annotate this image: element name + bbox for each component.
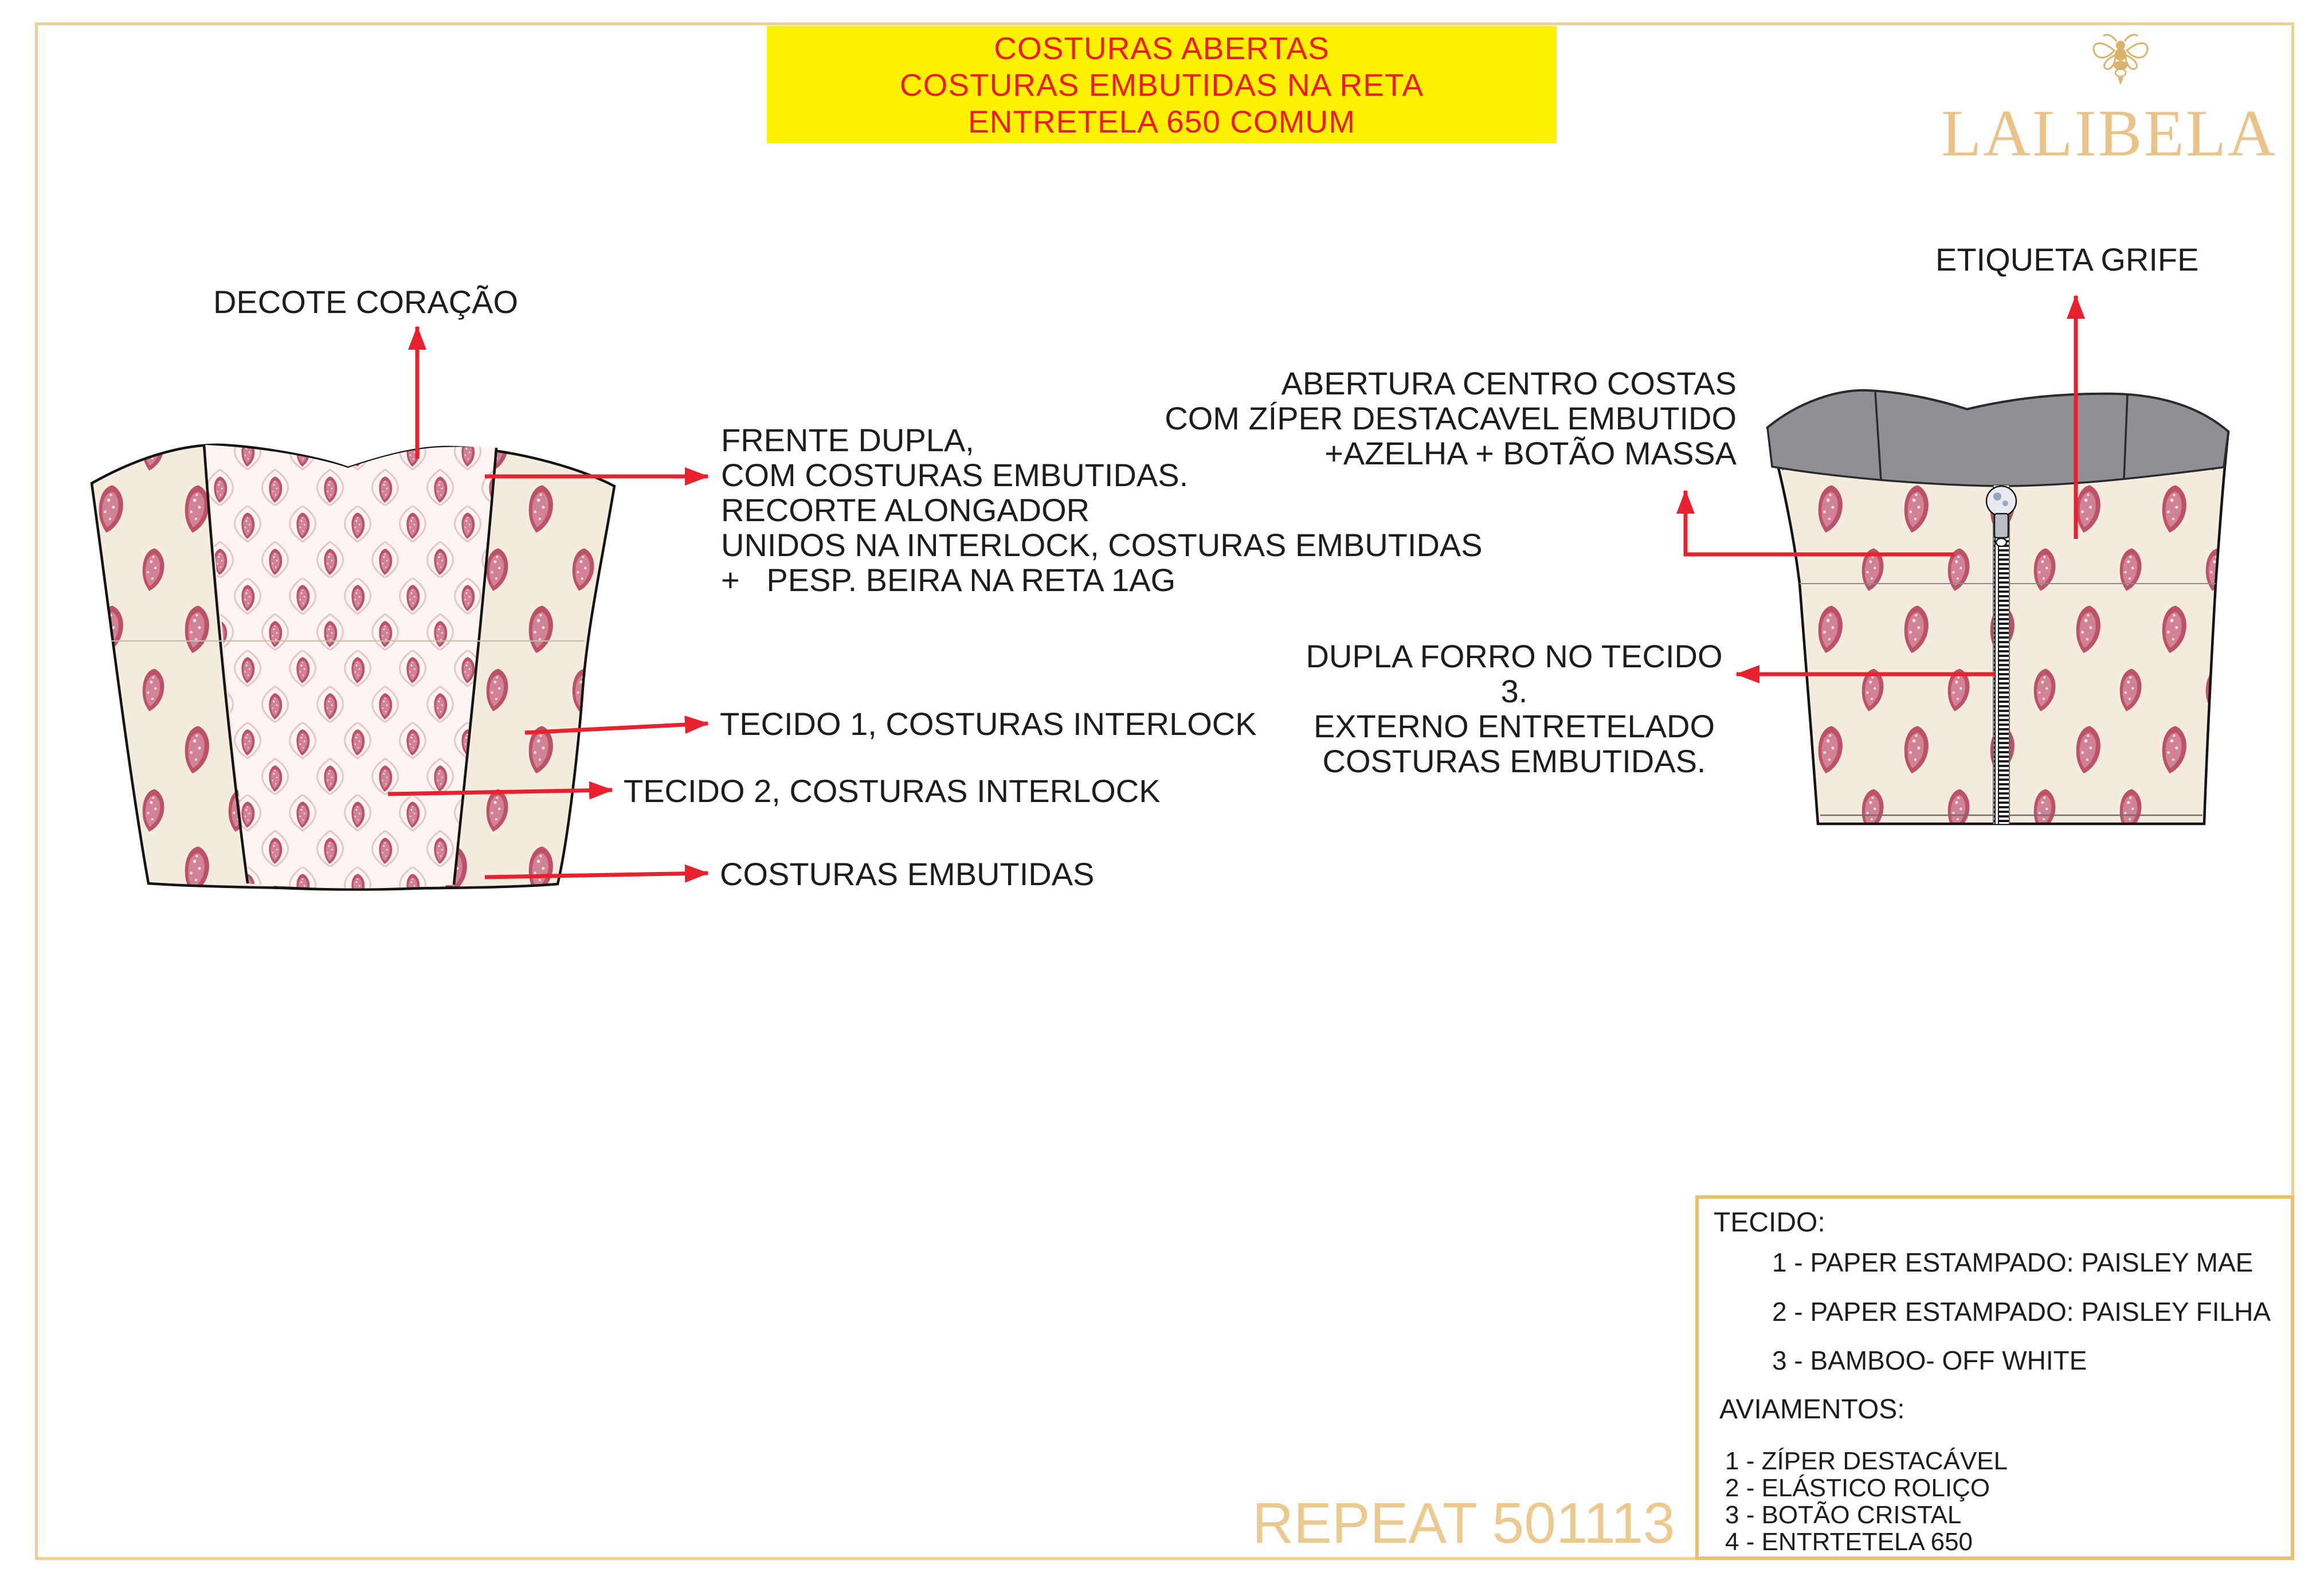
abertura-line-1: ABERTURA CENTRO COSTAS <box>1281 365 1737 401</box>
zipper-pull-hole <box>1996 538 2006 546</box>
frente-line-4: UNIDOS NA INTERLOCK, COSTURAS EMBUTIDAS <box>721 527 1483 563</box>
legend-fabric-3: 3 - BAMBOO- OFF WHITE <box>1772 1346 2087 1375</box>
materials-legend-box <box>1695 1195 2294 1560</box>
zipper-slider-detail <box>1993 492 2001 500</box>
label-tecido-2: TECIDO 2, COSTURAS INTERLOCK <box>624 773 1161 809</box>
label-decote-coracao: DECOTE CORAÇÃO <box>213 284 519 320</box>
repeat-code: REPEAT 501113 <box>1252 1491 1675 1555</box>
frente-line-1: FRENTE DUPLA, <box>721 422 974 458</box>
back-inside-facing <box>1768 390 2228 486</box>
legend-aviamento-4: 4 - ENTRTETELA 650 <box>1725 1528 1973 1556</box>
label-costuras-embutidas: COSTURAS EMBUTIDAS <box>720 856 1095 892</box>
label-dupla-forro-block <box>1291 639 1738 779</box>
banner-line-1: COSTURAS ABERTAS <box>994 30 1330 66</box>
zipper-teeth <box>1994 519 2009 824</box>
legend-aviamento-1: 1 - ZÍPER DESTACÁVEL <box>1725 1447 2008 1475</box>
frente-line-3: RECORTE ALONGADOR <box>721 492 1090 528</box>
zipper-slider-top <box>1986 486 2016 516</box>
abertura-line-2: COM ZÍPER DESTACAVEL EMBUTIDO <box>1165 400 1737 436</box>
construction-note-banner <box>767 26 1557 143</box>
banner-line-2: COSTURAS EMBUTIDAS NA RETA <box>899 67 1424 103</box>
brand-logo: LALIBELA <box>1941 97 2278 170</box>
zipper-pull <box>1994 514 2008 538</box>
zipper-slider-detail2 <box>2002 500 2008 506</box>
back-bodice-drawing <box>1768 390 2228 824</box>
legend-tecido-title: TECIDO: <box>1714 1207 1825 1238</box>
banner-line-3: ENTRETELA 650 COMUM <box>967 103 1356 139</box>
label-etiqueta-grife: ETIQUETA GRIFE <box>1935 241 2199 277</box>
frente-line-2: COM COSTURAS EMBUTIDAS. <box>721 457 1189 493</box>
label-tecido-1: TECIDO 1, COSTURAS INTERLOCK <box>720 706 1257 742</box>
front-bodice-drawing <box>92 445 614 890</box>
frente-line-5: + PESP. BEIRA NA RETA 1AG <box>721 562 1176 598</box>
legend-aviamentos-title: AVIAMENTOS: <box>1719 1394 1905 1425</box>
dupla-line-3: COSTURAS EMBUTIDAS. <box>1322 743 1706 779</box>
legend-fabric-2: 2 - PAPER ESTAMPADO: PAISLEY FILHA <box>1772 1297 2271 1327</box>
label-abertura-block <box>1106 366 1737 471</box>
legend-fabric-1: 1 - PAPER ESTAMPADO: PAISLEY MAE <box>1772 1247 2254 1277</box>
bee-icon <box>2094 35 2147 85</box>
legend-aviamento-3: 3 - BOTÃO CRISTAL <box>1725 1501 1962 1529</box>
front-center-panel <box>204 445 496 889</box>
dupla-line-2: EXTERNO ENTRETELADO <box>1313 708 1715 744</box>
abertura-line-3: +AZELHA + BOTÃO MASSA <box>1324 435 1737 471</box>
dupla-line-1: DUPLA FORRO NO TECIDO 3. <box>1306 638 1723 709</box>
legend-aviamento-2: 2 - ELÁSTICO ROLIÇO <box>1725 1474 1990 1502</box>
